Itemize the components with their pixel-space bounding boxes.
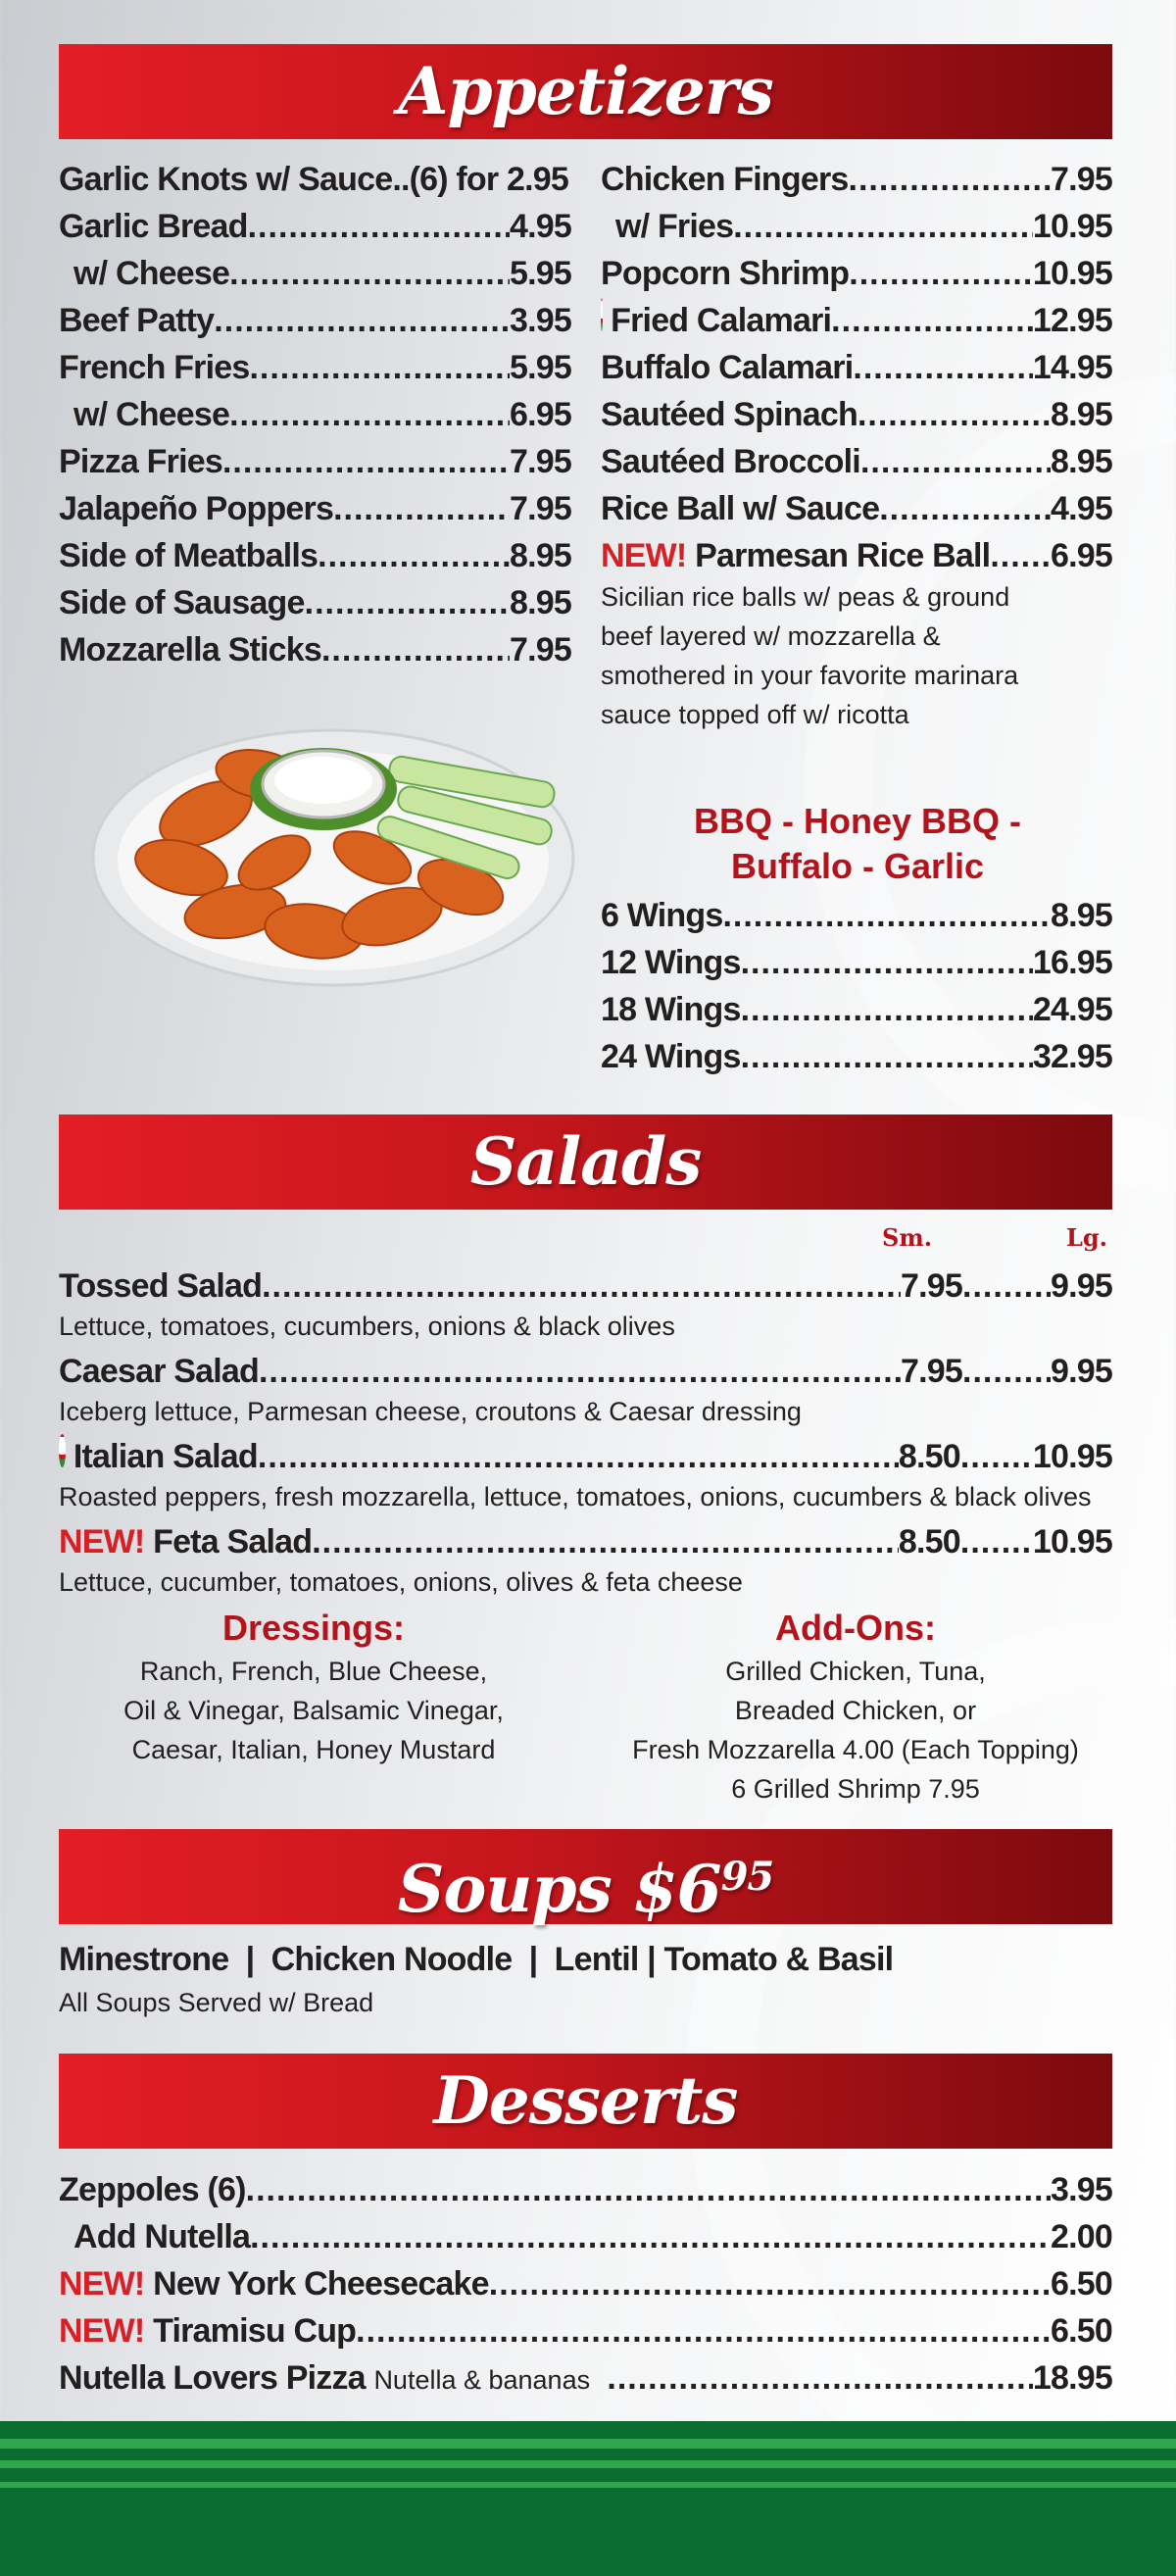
salad-description: Roasted peppers, fresh mozzarella, lettuce, tomatoes, onions, cucumbers & black olives <box>59 1482 1092 1511</box>
item-price: 32.95 <box>1032 1038 1112 1075</box>
item-price: 7.95 <box>510 443 571 480</box>
menu-item-24-wings <box>601 1034 1112 1079</box>
item-name: 18 Wings <box>601 991 741 1028</box>
addon-line: Grilled Chicken, Tuna, <box>725 1657 986 1686</box>
item-name: Garlic Bread <box>59 208 248 245</box>
item-price: 8.95 <box>510 584 571 621</box>
new-badge: NEW! <box>59 2265 145 2303</box>
new-badge: NEW! <box>601 537 687 574</box>
salad-italian <box>59 1434 1112 1479</box>
specialty-badge-icon <box>601 298 603 331</box>
heading-line: Buffalo - Garlic <box>730 846 985 886</box>
heading-line: BBQ - Honey BBQ - <box>693 801 1021 841</box>
item-price: 7.95 <box>1051 161 1112 198</box>
menu-item-parmesan-rice-ball <box>601 533 1112 578</box>
item-price: 3.95 <box>1051 2171 1112 2208</box>
item-name: French Fries <box>59 349 250 386</box>
item-name: Tiramisu Cup <box>153 2312 357 2350</box>
price-large: 10.95 <box>1032 1523 1112 1560</box>
menu-item-12-wings <box>601 940 1112 985</box>
item-price: 7.95 <box>510 631 571 669</box>
item-name: 24 Wings <box>601 1038 741 1075</box>
size-label-lg: Lg. <box>1066 1223 1108 1252</box>
item-price: 3.95 <box>510 302 571 339</box>
dressing-line: Ranch, French, Blue Cheese, <box>139 1657 488 1686</box>
item-name: Parmesan Rice Ball <box>695 537 991 574</box>
menu-item-pizza-fries <box>59 439 571 484</box>
item-price: 6.95 <box>1051 537 1112 574</box>
salad-description: Lettuce, tomatoes, cucumbers, onions & black olives <box>59 1312 675 1341</box>
menu-item-french-fries <box>59 345 571 390</box>
price-small: 7.95 <box>901 1267 963 1305</box>
desc-line: smothered in your favorite marinara <box>601 661 1019 690</box>
dressing-line: Caesar, Italian, Honey Mustard <box>131 1735 496 1764</box>
menu-item-popcorn-shrimp <box>601 251 1112 296</box>
menu-item-18-wings <box>601 987 1112 1032</box>
item-price: 4.95 <box>510 208 571 245</box>
item-name: Garlic Knots w/ Sauce..(6) for 2.95 <box>59 161 568 198</box>
menu-item-sauteed-spinach <box>601 392 1112 437</box>
item-name: w/ Fries <box>615 208 734 245</box>
price-small: 8.50 <box>898 1523 960 1560</box>
item-name: Buffalo Calamari <box>601 349 854 386</box>
item-price: 12.95 <box>1032 302 1112 339</box>
item-name: Side of Meatballs <box>59 537 318 574</box>
new-badge: NEW! <box>59 2312 145 2350</box>
item-name: Rice Ball w/ Sauce <box>601 490 880 527</box>
price-small: 8.50 <box>898 1438 960 1475</box>
item-name: Fried Calamari <box>611 302 832 339</box>
item-price: 6.50 <box>1051 2312 1112 2350</box>
item-name: Feta Salad <box>153 1523 313 1560</box>
menu-item-mozzarella-sticks <box>59 627 571 672</box>
desserts-banner: Desserts <box>59 2054 1112 2149</box>
size-label-sm: Sm. <box>882 1223 933 1252</box>
item-name: Tossed Salad <box>59 1267 263 1305</box>
salad-caesar <box>59 1349 1112 1394</box>
menu-item-chicken-fingers <box>601 157 1112 202</box>
soups-list: Minestrone | Chicken Noodle | Lentil | Tomato & Basil <box>59 1941 894 1978</box>
dessert-add-nutella <box>74 2214 1112 2259</box>
salad-tossed <box>59 1263 1112 1309</box>
desc-line: Sicilian rice balls w/ peas & ground <box>601 582 1010 612</box>
item-price: 7.95 <box>510 490 571 527</box>
footer-band <box>0 2421 1176 2576</box>
item-price: 6.50 <box>1051 2265 1112 2303</box>
item-price: 6.95 <box>510 396 571 433</box>
item-price: 5.95 <box>510 255 571 292</box>
item-name: Caesar Salad <box>59 1353 259 1390</box>
item-name: Mozzarella Sticks <box>59 631 321 669</box>
specialty-badge-icon <box>59 1434 66 1467</box>
menu-item-garlic-knots <box>59 157 571 202</box>
item-name: w/ Cheese <box>74 255 230 292</box>
item-price: 4.95 <box>1051 490 1112 527</box>
menu-item-side-sausage <box>59 580 571 625</box>
item-price: 16.95 <box>1032 944 1112 981</box>
addon-line: Breaded Chicken, or <box>734 1696 977 1725</box>
item-name: Nutella Lovers Pizza <box>59 2359 366 2397</box>
item-price: 10.95 <box>1032 208 1112 245</box>
menu-item-beef-patty <box>59 298 571 343</box>
item-price: 2.00 <box>1051 2218 1112 2255</box>
soups-price-cents: 95 <box>720 1854 774 1900</box>
price-large: 9.95 <box>1051 1353 1112 1390</box>
dressing-line: Oil & Vinegar, Balsamic Vinegar, <box>123 1696 504 1725</box>
menu-item-fingers-fries <box>615 204 1112 249</box>
item-name: 6 Wings <box>601 897 723 934</box>
soups-note: All Soups Served w/ Bread <box>59 1988 374 2017</box>
addon-line: 6 Grilled Shrimp 7.95 <box>731 1774 980 1804</box>
dessert-zeppoles <box>59 2167 1112 2212</box>
soups-title: Soups $6 <box>397 1851 721 1927</box>
desc-line: beef layered w/ mozzarella & <box>601 621 941 651</box>
addons-list <box>611 1652 1101 1808</box>
item-name: Chicken Fingers <box>601 161 849 198</box>
item-note: Nutella & bananas <box>373 2365 591 2395</box>
item-price: 8.95 <box>1051 396 1112 433</box>
rice-ball-description <box>601 577 1018 734</box>
menu-item-garlic-bread <box>59 204 571 249</box>
item-name: Add Nutella <box>74 2218 251 2255</box>
salad-description: Lettuce, cucumber, tomatoes, onions, olives & feta cheese <box>59 1567 743 1597</box>
menu-item-6-wings <box>601 893 1112 938</box>
item-price: 8.95 <box>1051 897 1112 934</box>
item-name: Italian Salad <box>73 1438 258 1475</box>
item-price: 14.95 <box>1032 349 1112 386</box>
appetizers-banner: Appetizers <box>59 44 1112 139</box>
item-name: 12 Wings <box>601 944 741 981</box>
menu-item-fries-cheese <box>74 392 571 437</box>
item-name: Sautéed Broccoli <box>601 443 860 480</box>
price-large: 10.95 <box>1032 1438 1112 1475</box>
menu-item-sauteed-broccoli <box>601 439 1112 484</box>
item-name: w/ Cheese <box>74 396 230 433</box>
salad-feta <box>59 1519 1112 1564</box>
dessert-cheesecake <box>59 2261 1112 2306</box>
item-price: 24.95 <box>1032 991 1112 1028</box>
menu-item-garlic-bread-cheese <box>74 251 571 296</box>
wings-flavors-heading <box>627 799 1088 889</box>
item-price: 5.95 <box>510 349 571 386</box>
item-name: Beef Patty <box>59 302 215 339</box>
item-name: Sautéed Spinach <box>601 396 858 433</box>
price-large: 9.95 <box>1051 1267 1112 1305</box>
menu-item-rice-ball <box>601 486 1112 531</box>
item-price: 18.95 <box>1032 2359 1112 2397</box>
menu-item-fried-calamari <box>601 298 1112 343</box>
menu-item-jalapeno-poppers <box>59 486 571 531</box>
addons-heading: Add-Ons: <box>775 1608 936 1648</box>
salad-description: Iceberg lettuce, Parmesan cheese, croutons & Caesar dressing <box>59 1397 802 1426</box>
soups-banner <box>59 1829 1112 1927</box>
dessert-nutella-pizza <box>59 2355 1112 2403</box>
salads-banner: Salads <box>59 1115 1112 1210</box>
item-name: Popcorn Shrimp <box>601 255 850 292</box>
item-price: 8.95 <box>510 537 571 574</box>
item-name: Pizza Fries <box>59 443 222 480</box>
dessert-tiramisu <box>59 2308 1112 2353</box>
item-price: 8.95 <box>1051 443 1112 480</box>
desc-line: sauce topped off w/ ricotta <box>601 700 909 729</box>
menu-item-buffalo-calamari <box>601 345 1112 390</box>
item-price: 10.95 <box>1032 255 1112 292</box>
item-name: Side of Sausage <box>59 584 305 621</box>
item-name: New York Cheesecake <box>153 2265 489 2303</box>
dressings-list <box>98 1652 529 1769</box>
addon-line: Fresh Mozzarella 4.00 (Each Topping) <box>632 1735 1079 1764</box>
item-name: Zeppoles (6) <box>59 2171 246 2208</box>
wings-photo <box>88 686 578 1000</box>
item-name: Jalapeño Poppers <box>59 490 334 527</box>
new-badge: NEW! <box>59 1523 145 1560</box>
price-small: 7.95 <box>901 1353 963 1390</box>
dressings-heading: Dressings: <box>221 1608 406 1648</box>
menu-item-side-meatballs <box>59 533 571 578</box>
